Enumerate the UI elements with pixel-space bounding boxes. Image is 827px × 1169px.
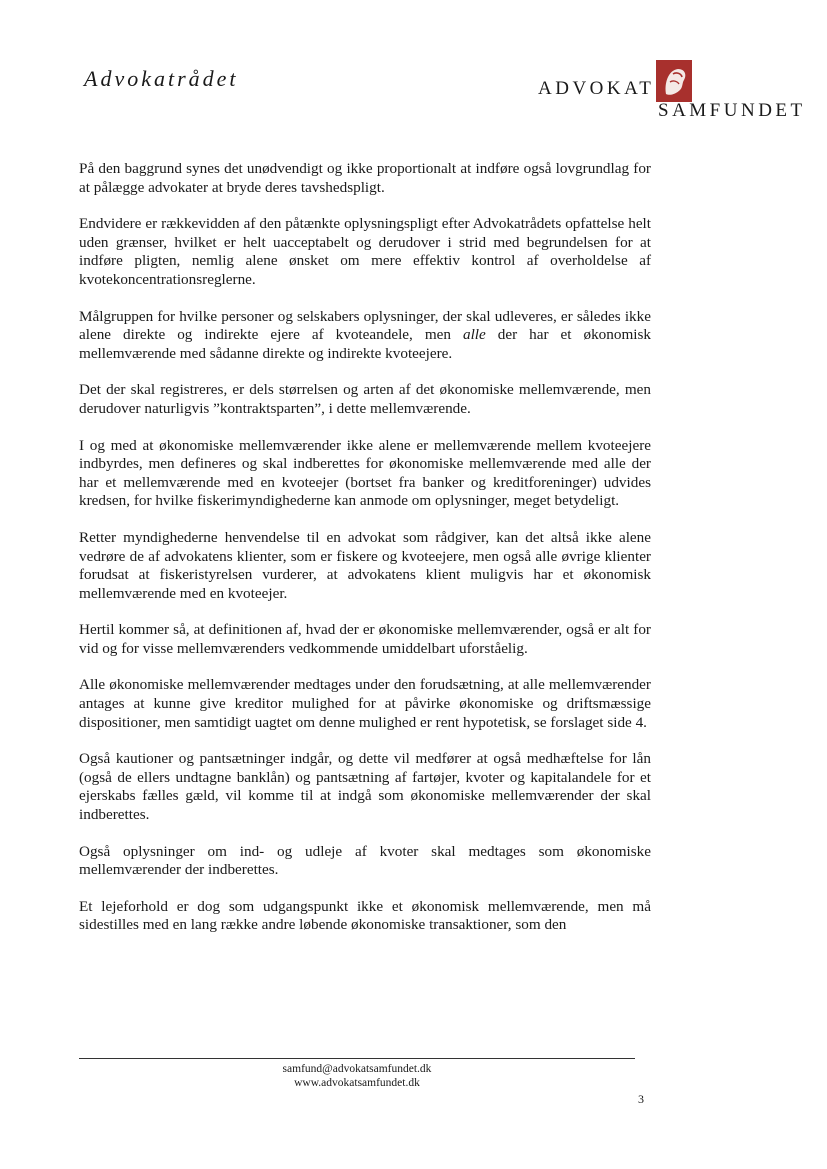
paragraph-text: Endvidere er rækkevidden af den påtænkte oplysningspligt efter Advokatrådets opfattelse helt uden grænser, hvilket er helt uacceptabelt og derudover i strid med begrundelsen for at indføre pligten, nemlig alene ønsket om mere effektiv kontrol af overholdelse af kvotekoncentrationsreglerne. <box>79 215 651 288</box>
paragraph-5 <box>79 437 651 511</box>
paragraph-text: der har et økonomisk mellemværende med sådanne direkte og indirekte kvoteejere. <box>79 326 651 362</box>
advokatsamfundet-logo <box>538 60 808 122</box>
letter-body <box>79 160 651 953</box>
paragraph-text: Målgruppen for hvilke personer og selskabers oplysninger, der skal udleveres, er således ikke alene direkte og indirekte ejere af kvoteandele, men <box>79 307 651 344</box>
paragraph-text: Også oplysninger om ind- og udleje af kvoter skal medtages som økonomiske mellemværender der indberettes. <box>79 842 651 879</box>
logo-text-line2: SAMFUNDET <box>658 100 806 121</box>
paragraph-4 <box>79 381 651 418</box>
logo-text-line1: ADVOKAT <box>538 78 655 99</box>
footer-website: www.advokatsamfundet.dk <box>294 1077 420 1089</box>
paragraph-text: Retter myndighederne henvendelse til en advokat som rådgiver, kan det altså ikke alene vedrøre de af advokatens klienter, som er fiskere og kvoteejere, men også alle øvrige klienter forudsat at fiskeristyrelsen vurderer, at advokatens klient muligvis har et økonomisk mellemværende med en kvoteejer. <box>79 528 651 602</box>
paragraph-text: Også kautioner og pantsætninger indgår, og dette vil medfører at også medhæftelse for lån (også de ellers undtagne banklån) og pantsætning af fartøjer, kvoter og kapitalandele for et ejerskabs fælles gæld, vil komme til at indgå som økonomiske mellemværender der skal indberettes. <box>79 750 651 824</box>
paragraph-1 <box>79 160 651 197</box>
paragraph-6 <box>79 529 651 603</box>
paragraph-text: Alle økonomiske mellemværender medtages under den forudsætning, at alle mellemværender antages at kunne give kreditor mulighed for at påvirke økonomiske og driftsmæssige dispositioner, men samtidigt uagtet om denne mulighed er rent hypotetisk, se forslaget side 4. <box>79 676 651 731</box>
emphasis-alle: alle <box>462 326 486 344</box>
footer <box>79 1062 635 1090</box>
paragraph-text: Hertil kommer så, at definitionen af, hvad der er økonomiske mellemværender, også er alt for vid og for visse mellemværenders vedkommende umiddelbart uforståelig. <box>79 621 651 657</box>
paragraph-2 <box>79 215 651 289</box>
paragraph-text: På den baggrund synes det unødvendigt og ikke proportionalt at indføre også lovgrundlag for at pålægge advokater at bryde deres tavshedspligt. <box>79 160 651 196</box>
paragraph-text: Det der skal registreres, er dels størrelsen og arten af det økonomiske mellemværende, men derudover naturligvis ”kontraktsparten”, i dette mellemværende. <box>79 381 651 417</box>
footer-divider <box>79 1058 635 1059</box>
paragraph-7 <box>79 621 651 658</box>
paragraph-11 <box>79 898 651 935</box>
paragraph-9 <box>79 750 651 824</box>
paragraph-8 <box>79 676 651 732</box>
paragraph-10 <box>79 843 651 880</box>
footer-email: samfund@advokatsamfundet.dk <box>282 1063 432 1075</box>
paragraph-text: I og med at økonomiske mellemværender ikke alene er mellemværende mellem kvoteejere indbyrdes, men defineres og skal indberettes for økonomiske mellemværende med alle der har et mellemværende med en kvoteejer (bortset fra banker og kreditforeninger) udvides kredsen, for hvilke fiskerimyndighederne kan anmode om oplysninger, meget betydeligt. <box>79 436 651 510</box>
header-title: Advokatrådet <box>84 66 239 91</box>
logo-emblem-icon <box>656 60 692 102</box>
paragraph-text: Et lejeforhold er dog som udgangspunkt ikke et økonomisk mellemværende, men må sidestilles med en lang række andre løbende økonomiske transaktioner, som den <box>79 897 651 934</box>
page-number: 3 <box>638 1092 644 1106</box>
paragraph-3 <box>79 308 651 364</box>
